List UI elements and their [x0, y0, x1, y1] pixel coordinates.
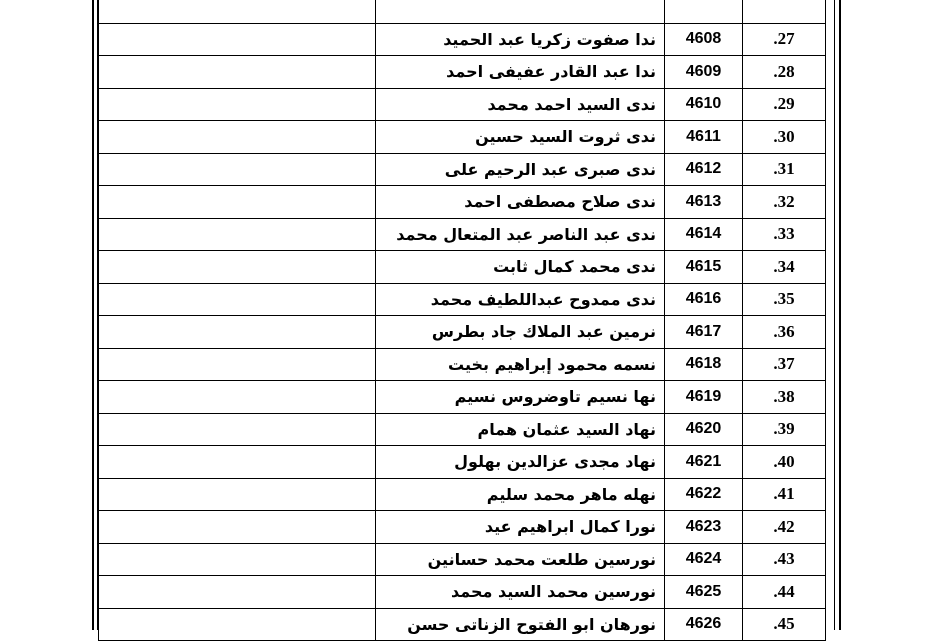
blank-cell	[99, 446, 376, 479]
seat-number-cell: 4622	[665, 478, 743, 511]
student-name-cell: ندى صلاح مصطفى احمد	[376, 186, 665, 219]
table-row	[99, 218, 826, 251]
table-row	[99, 56, 826, 89]
table-row	[99, 543, 826, 576]
table-row	[99, 0, 826, 23]
serial-number-cell: .30	[743, 121, 826, 154]
serial-number-cell: .45	[743, 608, 826, 641]
student-name-cell: نورا كمال ابراهيم عيد	[376, 511, 665, 544]
blank-cell	[99, 511, 376, 544]
blank-cell	[99, 121, 376, 154]
table-row	[99, 283, 826, 316]
serial-number-cell: .41	[743, 478, 826, 511]
student-name-cell: نهله ماهر محمد سليم	[376, 478, 665, 511]
table-row	[99, 576, 826, 609]
serial-number-cell: .38	[743, 381, 826, 414]
blank-cell	[99, 543, 376, 576]
student-name-cell: ندى صبرى عبد الرحيم على	[376, 153, 665, 186]
serial-number-cell: .27	[743, 23, 826, 56]
table-row	[99, 316, 826, 349]
student-name-cell: ندى ثروت السيد حسين	[376, 121, 665, 154]
seat-number-cell: 4621	[665, 446, 743, 479]
serial-number-cell: .34	[743, 251, 826, 284]
blank-cell	[99, 478, 376, 511]
student-name-cell: نرمين عبد الملاك جاد بطرس	[376, 316, 665, 349]
table-row	[99, 186, 826, 219]
serial-number-cell: .36	[743, 316, 826, 349]
seat-number-cell: 4613	[665, 186, 743, 219]
table-row	[99, 153, 826, 186]
table-row	[99, 381, 826, 414]
table-row	[99, 348, 826, 381]
seat-number-cell: 4610	[665, 88, 743, 121]
table-row	[99, 608, 826, 641]
blank-cell	[99, 0, 376, 23]
serial-number-cell: .31	[743, 153, 826, 186]
blank-cell	[99, 186, 376, 219]
seat-number-cell: 4612	[665, 153, 743, 186]
blank-cell	[99, 348, 376, 381]
serial-number-cell: .39	[743, 413, 826, 446]
blank-cell	[99, 381, 376, 414]
seat-number-cell: 4616	[665, 283, 743, 316]
student-name-cell: ندا عبد القادر عفيفى احمد	[376, 56, 665, 89]
seat-number-cell: 4617	[665, 316, 743, 349]
table-row	[99, 121, 826, 154]
blank-cell	[99, 283, 376, 316]
serial-number-cell	[743, 0, 826, 23]
seat-number-cell: 4619	[665, 381, 743, 414]
blank-cell	[99, 88, 376, 121]
blank-cell	[99, 576, 376, 609]
seat-number-cell	[665, 0, 743, 23]
table-row	[99, 446, 826, 479]
student-name-cell: نها نسيم تاوضروس نسيم	[376, 381, 665, 414]
table-row	[99, 251, 826, 284]
serial-number-cell: .37	[743, 348, 826, 381]
serial-number-cell: .35	[743, 283, 826, 316]
student-name-cell: ندى عبد الناصر عبد المتعال محمد	[376, 218, 665, 251]
table-row	[99, 413, 826, 446]
seat-number-cell: 4624	[665, 543, 743, 576]
blank-cell	[99, 56, 376, 89]
student-name-cell: نهاد مجدى عزالدين بهلول	[376, 446, 665, 479]
blank-cell	[99, 608, 376, 641]
student-name-cell: ندى محمد كمال ثابت	[376, 251, 665, 284]
student-name-cell: ندى السيد احمد محمد	[376, 88, 665, 121]
seat-number-cell: 4611	[665, 121, 743, 154]
student-name-cell: نهاد السيد عثمان همام	[376, 413, 665, 446]
student-roster-table	[98, 0, 826, 641]
serial-number-cell: .28	[743, 56, 826, 89]
serial-number-cell: .33	[743, 218, 826, 251]
blank-cell	[99, 218, 376, 251]
seat-number-cell: 4620	[665, 413, 743, 446]
seat-number-cell: 4626	[665, 608, 743, 641]
seat-number-cell: 4615	[665, 251, 743, 284]
blank-cell	[99, 251, 376, 284]
seat-number-cell: 4614	[665, 218, 743, 251]
blank-cell	[99, 413, 376, 446]
student-name-cell: نسمه محمود إبراهيم بخيت	[376, 348, 665, 381]
blank-cell	[99, 23, 376, 56]
blank-cell	[99, 316, 376, 349]
table-row	[99, 511, 826, 544]
serial-number-cell: .44	[743, 576, 826, 609]
student-name-cell: نورسين طلعت محمد حسانين	[376, 543, 665, 576]
blank-cell	[99, 153, 376, 186]
student-name-cell: نورهان ابو الفتوح الزناتى حسن	[376, 608, 665, 641]
serial-number-cell: .40	[743, 446, 826, 479]
seat-number-cell: 4625	[665, 576, 743, 609]
table-row	[99, 88, 826, 121]
seat-number-cell: 4618	[665, 348, 743, 381]
student-name-cell: ندى ممدوح عبداللطيف محمد	[376, 283, 665, 316]
seat-number-cell: 4609	[665, 56, 743, 89]
seat-number-cell: 4608	[665, 23, 743, 56]
student-name-cell: ندا صفوت زكريا عبد الحميد	[376, 23, 665, 56]
serial-number-cell: .43	[743, 543, 826, 576]
serial-number-cell: .29	[743, 88, 826, 121]
student-name-cell: نورسين محمد السيد محمد	[376, 576, 665, 609]
seat-number-cell: 4623	[665, 511, 743, 544]
table-row	[99, 478, 826, 511]
serial-number-cell: .32	[743, 186, 826, 219]
table-row	[99, 23, 826, 56]
roster-body	[99, 0, 826, 641]
serial-number-cell: .42	[743, 511, 826, 544]
student-name-cell	[376, 0, 665, 23]
